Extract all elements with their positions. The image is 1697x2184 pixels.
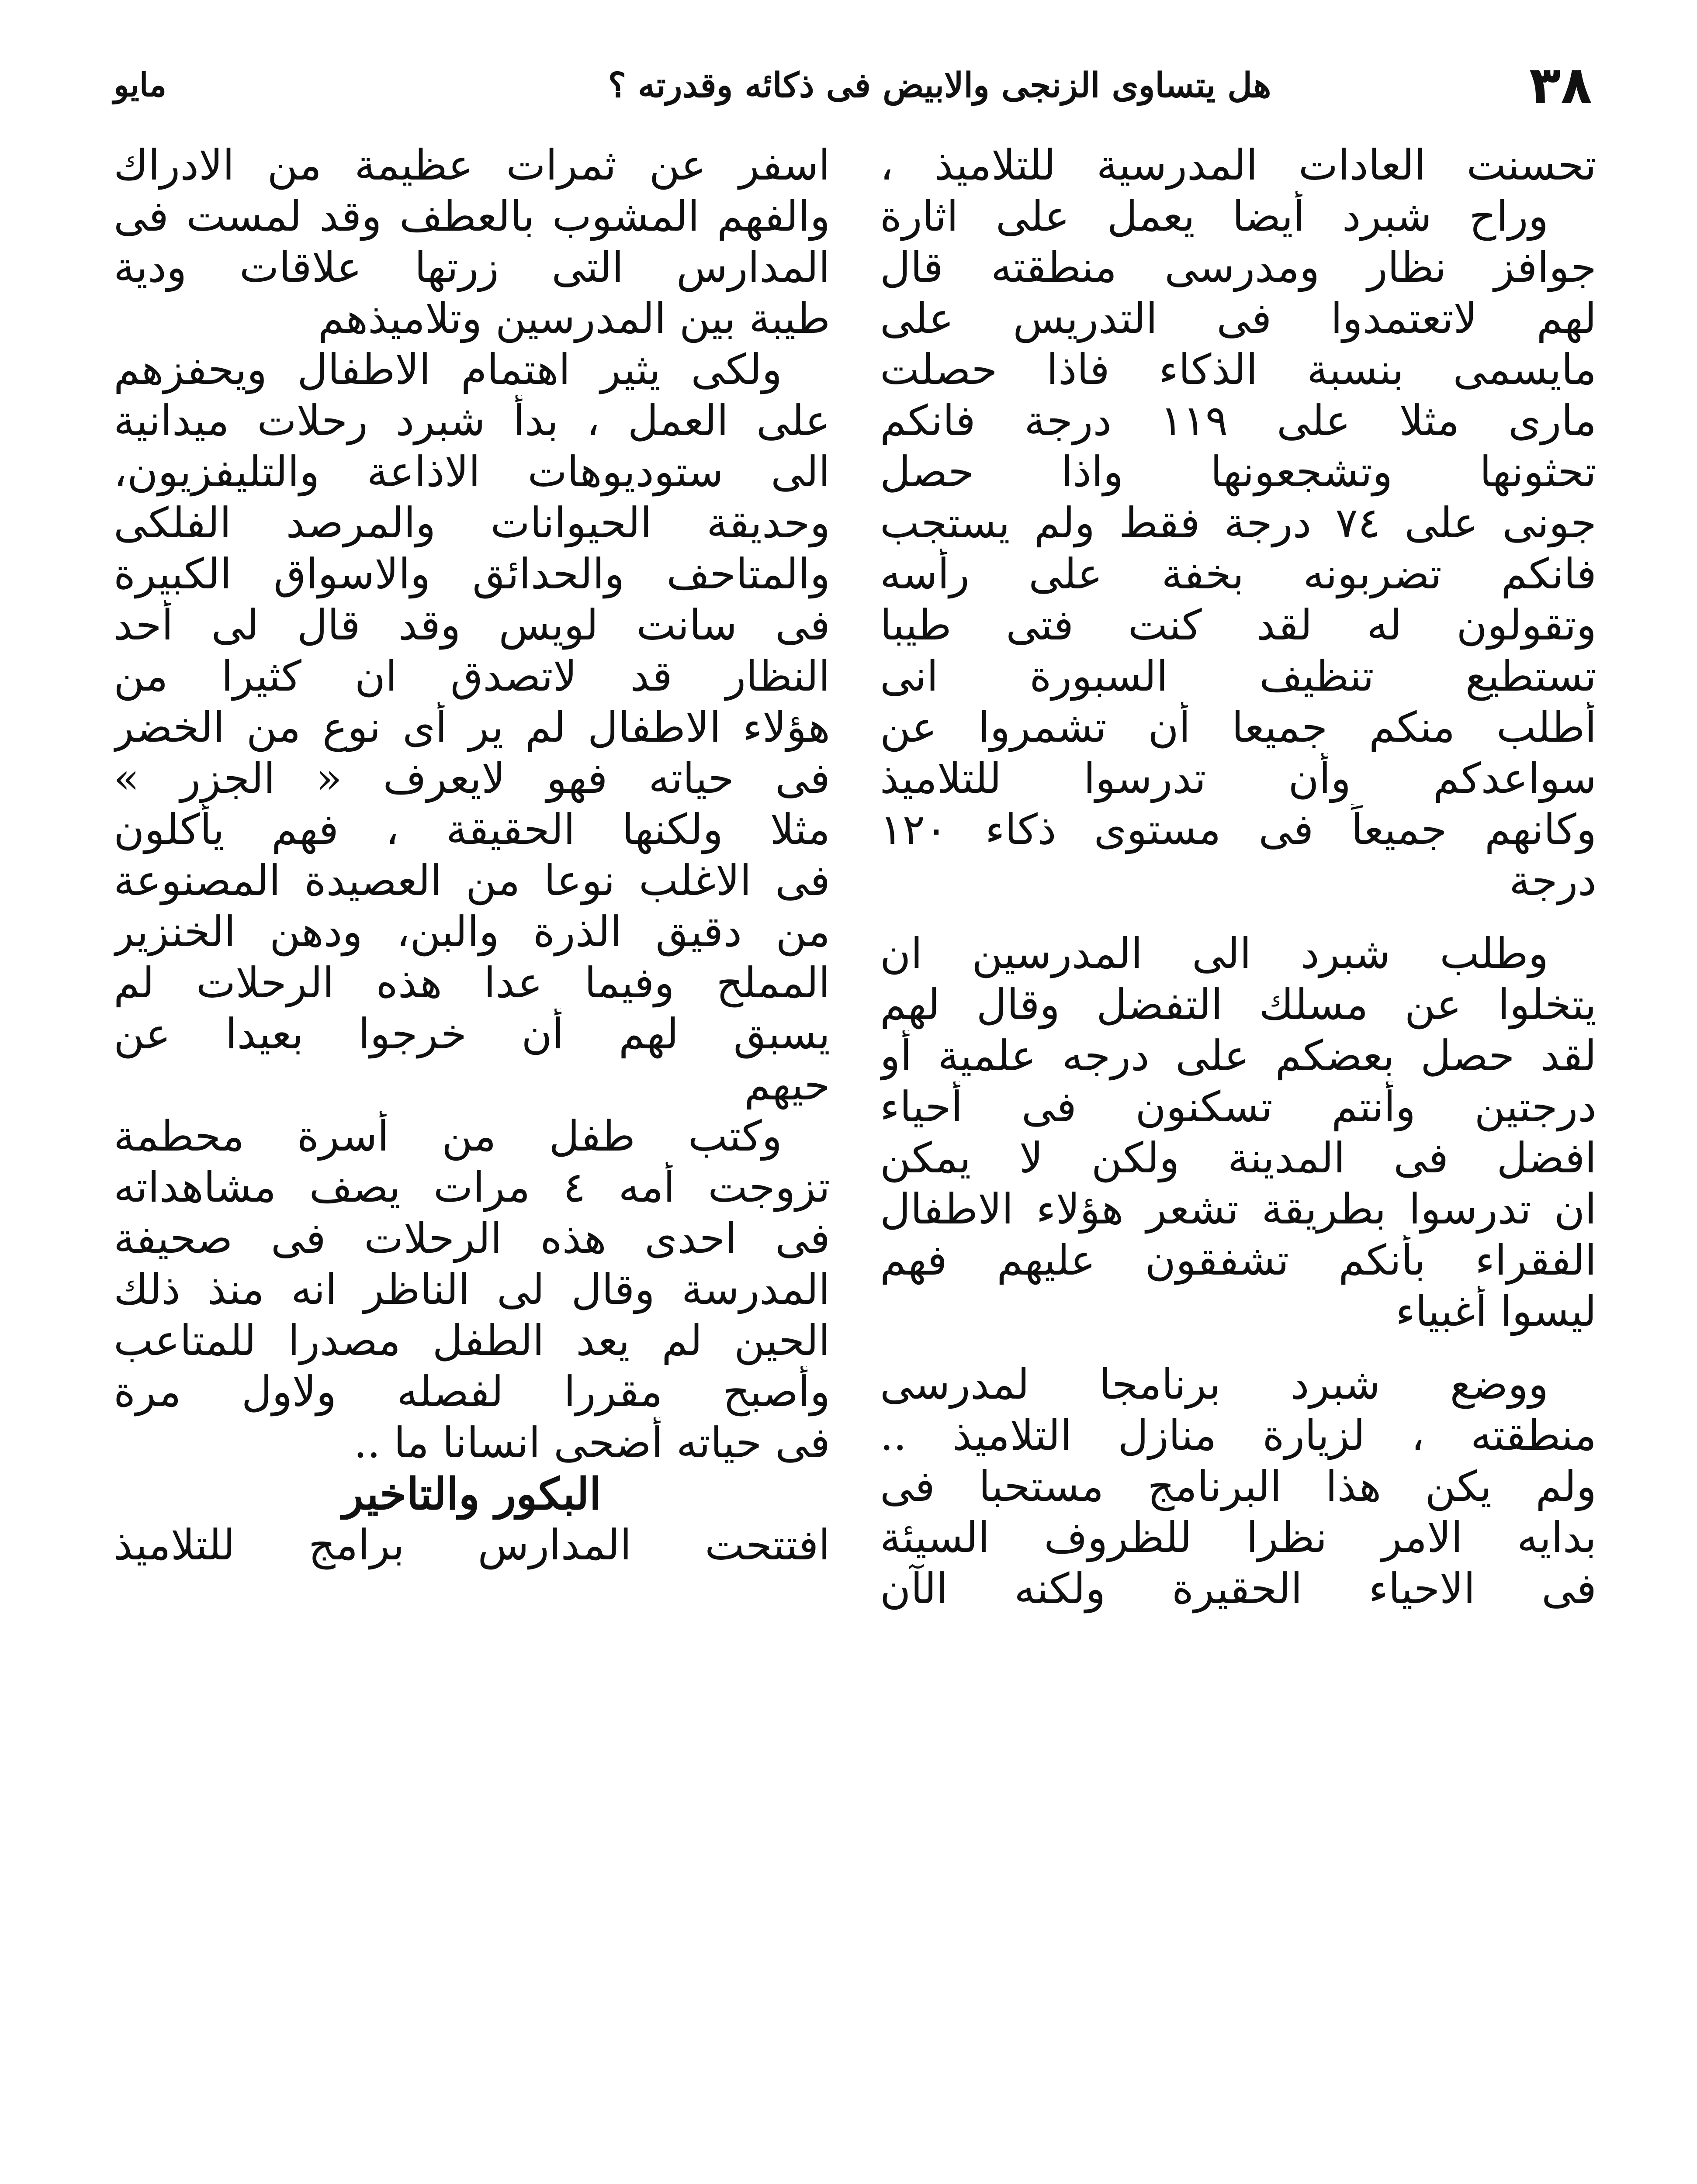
text-line: ولكى يثير اهتمام الاطفال ويحفزهم bbox=[114, 345, 782, 394]
text-line: ووضع شبرد برنامجا لمدرسى bbox=[880, 1360, 1548, 1409]
text-line: وتقولون له لقد كنت فتى طيبا bbox=[880, 601, 1597, 650]
text-line: فى الاحياء الحقيرة ولكنه الآن bbox=[880, 1564, 1597, 1613]
text-line: من دقيق الذرة والبن، ودهن الخنزير bbox=[114, 907, 830, 956]
text-line: تحسنت العادات المدرسية للتلاميذ ، bbox=[880, 141, 1597, 190]
text-line: مثلا ولكنها الحقيقة ، فهم يأكلون bbox=[114, 805, 830, 854]
text-line: والفهم المشوب بالعطف وقد لمست فى bbox=[114, 192, 830, 241]
text-line: المملح وفيما عدا هذه الرحلات لم bbox=[114, 958, 830, 1007]
text-line: منطقته ، لزيارة منازل التلاميذ .. bbox=[880, 1411, 1597, 1460]
text-line: فى سانت لويس وقد قال لى أحد bbox=[114, 601, 830, 650]
text-line: على العمل ، بدأ شبرد رحلات ميدانية bbox=[114, 396, 830, 445]
running-title: هل يتساوى الزنجى والابيض فى ذكائه وقدرته ؟ bbox=[608, 65, 1271, 105]
text-line: النظار قد لاتصدق ان كثيرا من bbox=[114, 652, 830, 701]
text-line: بدايه الامر نظرا للظروف السيئة bbox=[880, 1513, 1597, 1562]
text-line: والمتاحف والحدائق والاسواق الكبيرة bbox=[114, 549, 830, 598]
column-left bbox=[114, 140, 830, 2184]
text-line: مارى مثلا على ١١٩ درجة فانكم bbox=[880, 396, 1597, 445]
text-line: اسفر عن ثمرات عظيمة من الادراك bbox=[114, 141, 830, 190]
page-number: ٣٨ bbox=[1529, 55, 1592, 115]
text-line: مايسمى بنسبة الذكاء فاذا حصلت bbox=[880, 345, 1597, 394]
text-line: يسبق لهم أن خرجوا بعيدا عن bbox=[114, 1009, 830, 1058]
paragraph-gap bbox=[880, 1337, 1597, 1359]
text-line: أطلب منكم جميعا أن تشمروا عن bbox=[880, 703, 1597, 752]
text-line: الى ستوديوهات الاذاعة والتليفزيون، bbox=[114, 447, 830, 496]
text-line: المدارس التى زرتها علاقات ودية bbox=[114, 243, 830, 292]
text-line: طيبة بين المدرسين وتلاميذهم bbox=[318, 294, 830, 343]
text-line: وكانهم جميعاً فى مستوى ذكاء ١٢٠ bbox=[880, 805, 1597, 854]
issue-month: مايو bbox=[114, 66, 167, 104]
text-line: وأصبح مقررا لفصله ولاول مرة bbox=[114, 1367, 830, 1416]
text-line: افضل فى المدينة ولكن لا يمكن bbox=[880, 1133, 1597, 1182]
text-line: تزوجت أمه ٤ مرات يصف مشاهداته bbox=[114, 1163, 830, 1212]
text-line: تستطيع تنظيف السبورة انى bbox=[880, 652, 1597, 701]
paragraph-gap bbox=[880, 906, 1597, 928]
section-subheading: البكور والتاخير bbox=[342, 1469, 602, 1520]
text-line: جونى على ٧٤ درجة فقط ولم يستجب bbox=[880, 498, 1597, 547]
text-line: حيهم bbox=[744, 1061, 830, 1109]
text-line: فى حياته أضحى انسانا ما .. bbox=[353, 1418, 830, 1467]
text-line: الفقراء بأنكم تشفقون عليهم فهم bbox=[880, 1236, 1597, 1285]
text-line: افتتحت المدارس برامج للتلاميذ bbox=[114, 1521, 830, 1569]
text-line: درجتين وأنتم تسكنون فى أحياء bbox=[880, 1082, 1597, 1131]
text-line: وحديقة الحيوانات والمرصد الفلكى bbox=[114, 498, 830, 547]
text-line: سواعدكم وأن تدرسوا للتلاميذ bbox=[880, 754, 1597, 803]
page-header bbox=[114, 52, 1592, 118]
text-line: وطلب شبرد الى المدرسين ان bbox=[880, 929, 1548, 978]
text-line: المدرسة وقال لى الناظر انه منذ ذلك bbox=[114, 1265, 830, 1314]
text-line: لهم لاتعتمدوا فى التدريس على bbox=[880, 294, 1597, 343]
text-line: ولم يكن هذا البرنامج مستحبا فى bbox=[880, 1462, 1597, 1511]
text-line: ان تدرسوا بطريقة تشعر هؤلاء الاطفال bbox=[880, 1185, 1597, 1234]
text-line: فانكم تضربونه بخفة على رأسه bbox=[880, 549, 1597, 598]
article-body bbox=[114, 140, 1597, 2184]
text-line: لقد حصل بعضكم على درجه علمية أو bbox=[880, 1031, 1597, 1080]
column-right bbox=[880, 140, 1597, 2184]
text-line: الحين لم يعد الطفل مصدرا للمتاعب bbox=[114, 1316, 830, 1365]
text-line: جوافز نظار ومدرسى منطقته قال bbox=[880, 243, 1597, 292]
text-line: فى حياته فهو لايعرف « الجزر » bbox=[114, 754, 830, 803]
text-line: هؤلاء الاطفال لم ير أى نوع من الخضر bbox=[114, 703, 830, 752]
text-line: يتخلوا عن مسلك التفضل وقال لهم bbox=[880, 980, 1597, 1029]
text-line: تحثونها وتشجعونها واذا حصل bbox=[880, 447, 1597, 496]
text-line: ليسوا أغبياء bbox=[1396, 1287, 1597, 1336]
text-line: وكتب طفل من أسرة محطمة bbox=[114, 1112, 782, 1161]
text-line: وراح شبرد أيضا يعمل على اثارة bbox=[880, 192, 1548, 241]
text-line: درجة bbox=[1509, 856, 1597, 905]
text-line: فى احدى هذه الرحلات فى صحيفة bbox=[114, 1214, 830, 1263]
text-line: فى الاغلب نوعا من العصيدة المصنوعة bbox=[114, 856, 830, 905]
